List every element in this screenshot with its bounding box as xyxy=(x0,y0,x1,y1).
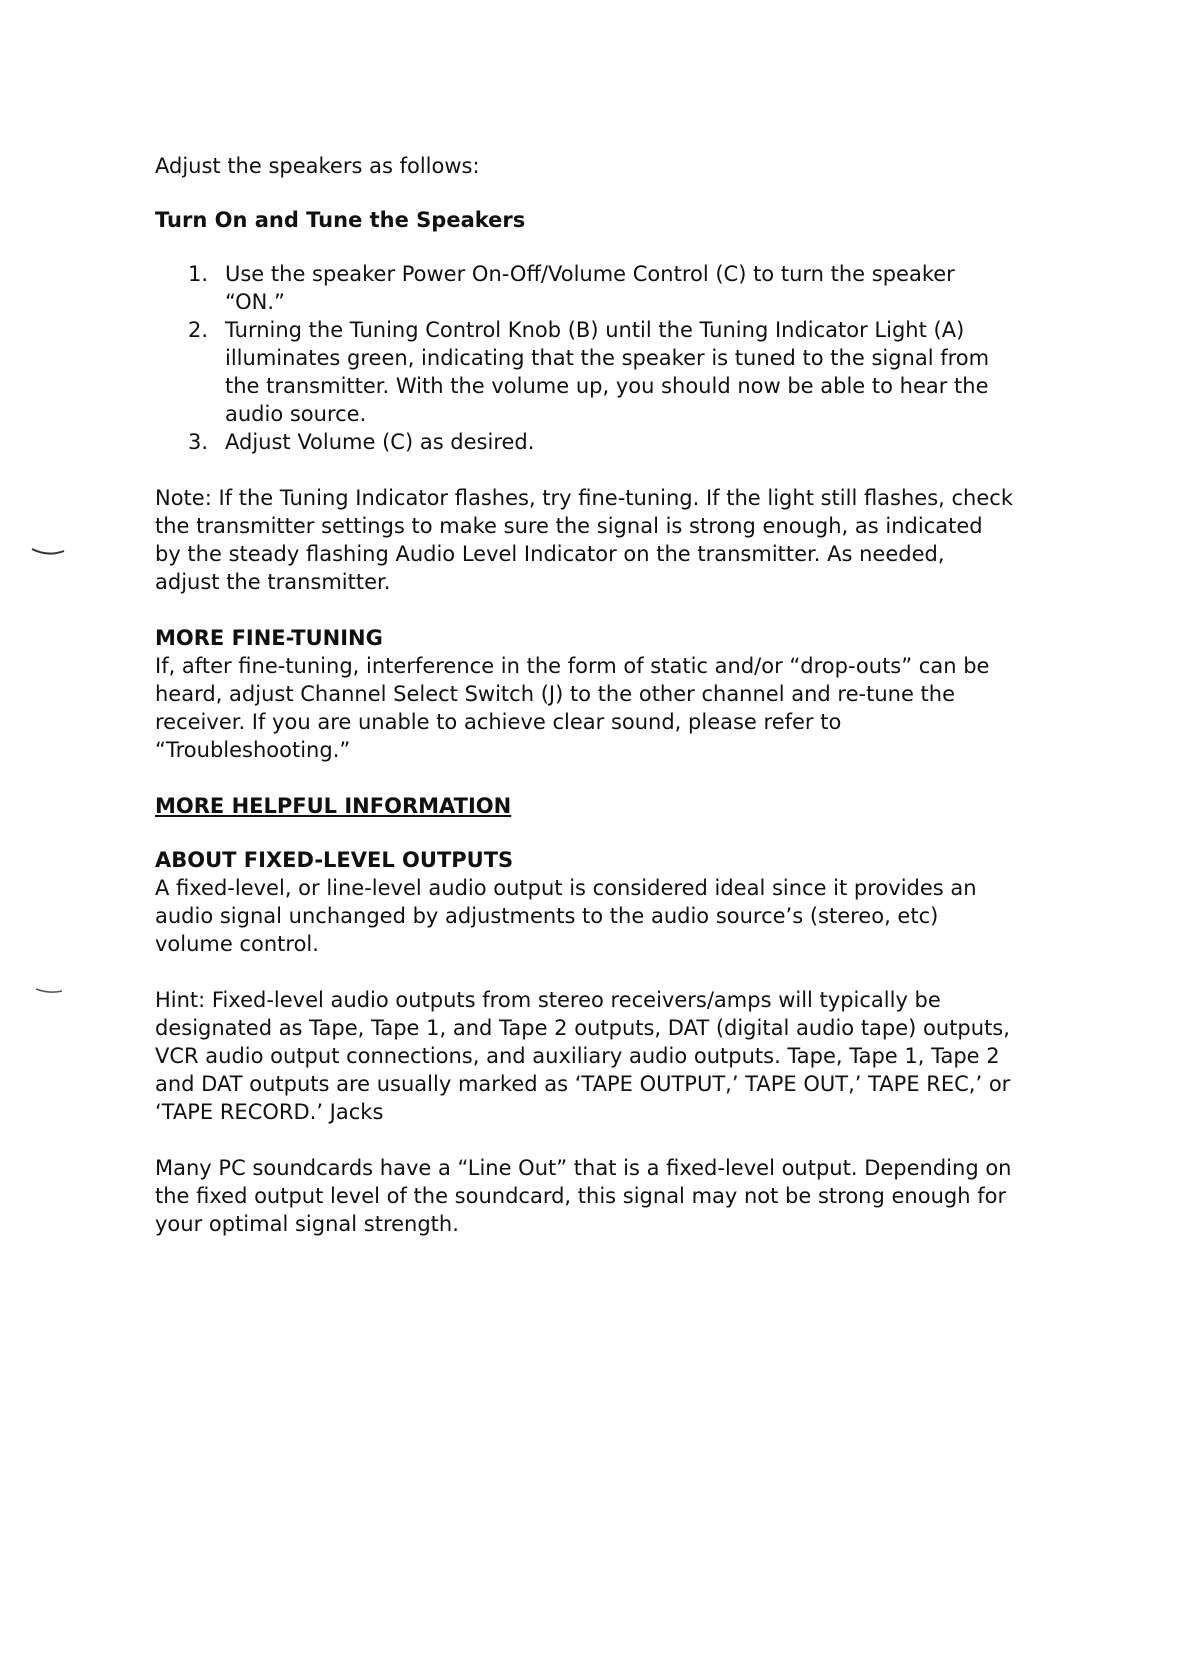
step-item xyxy=(155,316,1015,428)
pc-soundcard-text: Many PC soundcards have a “Line Out” that is a fixed-level output. Depending on the fixed output level of the soundcard, this signal may not be strong enough for your optimal signal strength. xyxy=(155,1156,1012,1236)
steps-list xyxy=(155,260,1015,456)
fixed-level-heading: ABOUT FIXED-LEVEL OUTPUTS xyxy=(155,848,514,872)
scan-mark-left-2 xyxy=(34,986,64,996)
helpful-info-heading: MORE HELPFUL INFORMATION xyxy=(155,794,512,818)
turn-on-heading: Turn On and Tune the Speakers xyxy=(155,208,526,232)
step-text: Turning the Tuning Control Knob (B) until the Tuning Indicator Light (A) illuminates green, indicating that the speaker is tuned to the signal from the transmitter. With the volume up, you should now be able to hear the audio source. xyxy=(225,318,990,426)
step-item xyxy=(155,428,1015,456)
fixed-level-body: A fixed-level, or line-level audio output is considered ideal since it provides an audio signal unchanged by adjustments to the audio source’s (stereo, etc) volume control. xyxy=(155,876,977,956)
fine-tuning-body: If, after fine-tuning, interference in the form of static and/or “drop-outs” can be heard, adjust Channel Select Switch (J) to the other channel and re-tune the receiver. If you are unable to achieve clear sound, please refer to “Troubleshooting.” xyxy=(155,654,990,762)
hint-text: Hint: Fixed-level audio outputs from stereo receivers/amps will typically be designated as Tape, Tape 1, and Tape 2 outputs, DAT (digital audio tape) outputs, VCR audio output connections, and auxiliary audio outputs. Tape, Tape 1, Tape 2 and DAT outputs are usually marked as ‘TAPE OUTPUT,’ TAPE OUT,’ TAPE REC,’ or ‘TAPE RECORD.’ Jacks xyxy=(155,988,1011,1124)
fine-tuning-heading: MORE FINE-TUNING xyxy=(155,626,383,650)
step-text: Use the speaker Power On-Off/Volume Control (C) to turn the speaker “ON.” xyxy=(225,262,955,314)
step-number: 3. xyxy=(188,430,209,454)
scan-mark-left-1 xyxy=(30,545,66,559)
document-page xyxy=(155,152,1015,1238)
step-text: Adjust Volume (C) as desired. xyxy=(225,430,535,454)
note-text: Note: If the Tuning Indicator flashes, try fine-tuning. If the light still flashes, check the transmitter settings to make sure the signal is strong enough, as indicated by the steady flashing Audio Level Indicator on the transmitter. As needed, adjust the transmitter. xyxy=(155,486,1013,594)
step-number: 2. xyxy=(188,318,209,342)
intro-text: Adjust the speakers as follows: xyxy=(155,154,480,178)
step-number: 1. xyxy=(188,262,209,286)
step-item xyxy=(155,260,1015,316)
